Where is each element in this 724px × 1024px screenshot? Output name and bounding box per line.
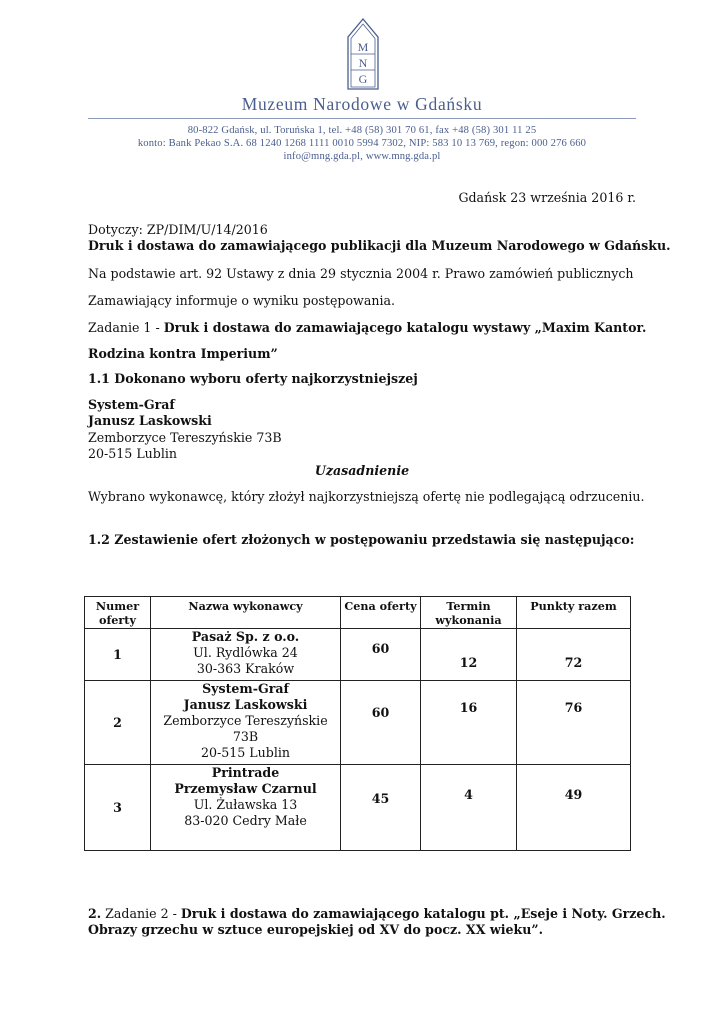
header-name: Nazwa wykonawcy	[151, 597, 341, 629]
offers-table	[84, 596, 631, 851]
header-points: Punkty razem	[517, 597, 631, 629]
winner-company: System-Graf	[88, 397, 175, 412]
task2-number: 2.	[88, 906, 102, 921]
table-row	[85, 765, 631, 851]
row1-name: Pasaż Sp. z o.o. Ul. Rydlówka 24 30-363 Kraków	[151, 629, 341, 681]
header-price: Cena oferty	[341, 597, 421, 629]
row3-number: 3	[85, 765, 151, 851]
reference-number: Dotyczy: ZP/DIM/U/14/2016	[88, 222, 268, 237]
contact-address: 80-822 Gdańsk, ul. Toruńska 1, tel. +48 (58) 301 70 61, fax +48 (58) 301 11 25	[187, 125, 537, 136]
task2-title: Druk i dostawa do zamawiającego katalogu pt. „Eseje i Noty. Grzech.	[180, 906, 666, 921]
row3-name: Printrade Przemysław Czarnul Ul. Żuławska 13 83-020 Cedry Małe	[151, 765, 341, 851]
winner-owner: Janusz Laskowski	[88, 413, 212, 428]
winner-city: 20-515 Lublin	[88, 446, 178, 461]
winner-street: Zemborzyce Tereszyńskie 73B	[88, 430, 282, 445]
logo-letter: G	[358, 72, 368, 86]
task1-heading	[88, 320, 646, 336]
header-number: Numer oferty	[85, 597, 151, 629]
subject-line: Druk i dostawa do zamawiającego publikacji dla Muzeum Narodowego w Gdańsku.	[88, 238, 671, 253]
document-date: Gdańsk 23 września 2016 r.	[458, 190, 636, 205]
row3-price: 45	[341, 765, 421, 851]
row3-points: 49	[517, 765, 631, 851]
justification-text: Wybrano wykonawcę, który złożył najkorzystniejszą ofertę nie podlegającą odrzuceniu.	[88, 489, 645, 504]
contact-bank: konto: Bank Pekao S.A. 68 1240 1268 1111 0010 5994 7302, NIP: 583 10 13 769, regon: 000 276 660	[137, 138, 587, 149]
row1-points: 72	[517, 629, 631, 681]
logo-letter: M	[357, 40, 369, 54]
row2-name: System-Graf Janusz Laskowski Zemborzyce Tereszyńskie 73B 20-515 Lublin	[151, 681, 341, 765]
header-term: Termin wykonania	[421, 597, 517, 629]
museum-logo	[346, 17, 380, 91]
legal-basis-line1: Na podstawie art. 92 Ustawy z dnia 29 stycznia 2004 r. Prawo zamówień publicznych	[88, 266, 634, 281]
task1-title-cont: Rodzina kontra Imperium”	[88, 346, 278, 361]
row2-number: 2	[85, 681, 151, 765]
table-header-row	[85, 597, 631, 629]
row3-term: 4	[421, 765, 517, 851]
task2-prefix: Zadanie 2 -	[101, 906, 181, 921]
museum-name: Muzeum Narodowe w Gdańsku	[241, 94, 483, 114]
section-1-1-heading: 1.1 Dokonano wyboru oferty najkorzystniejszej	[88, 371, 418, 386]
table-row	[85, 681, 631, 765]
row1-number: 1	[85, 629, 151, 681]
row2-price: 60	[341, 681, 421, 765]
legal-basis-line2: Zamawiający informuje o wyniku postępowania.	[88, 293, 395, 308]
row1-term: 12	[421, 629, 517, 681]
section-1-2-heading: 1.2 Zestawienie ofert złożonych w postępowaniu przedstawia się następująco:	[88, 532, 635, 547]
row2-points: 76	[517, 681, 631, 765]
task2-heading	[88, 906, 666, 922]
row1-price: 60	[341, 629, 421, 681]
logo-letter: N	[358, 56, 368, 70]
letterhead-divider	[88, 118, 636, 119]
contact-email-web: info@mng.gda.pl, www.mng.gda.pl	[283, 151, 441, 162]
task2-title-cont: Obrazy grzechu w sztuce europejskiej od XV do pocz. XX wieku”.	[88, 922, 544, 937]
justification-heading: Uzasadnienie	[314, 463, 410, 478]
row2-term: 16	[421, 681, 517, 765]
task1-title: Druk i dostawa do zamawiającego katalogu wystawy „Maxim Kantor.	[163, 320, 647, 335]
task1-prefix: Zadanie 1 -	[88, 320, 164, 335]
table-row	[85, 629, 631, 681]
